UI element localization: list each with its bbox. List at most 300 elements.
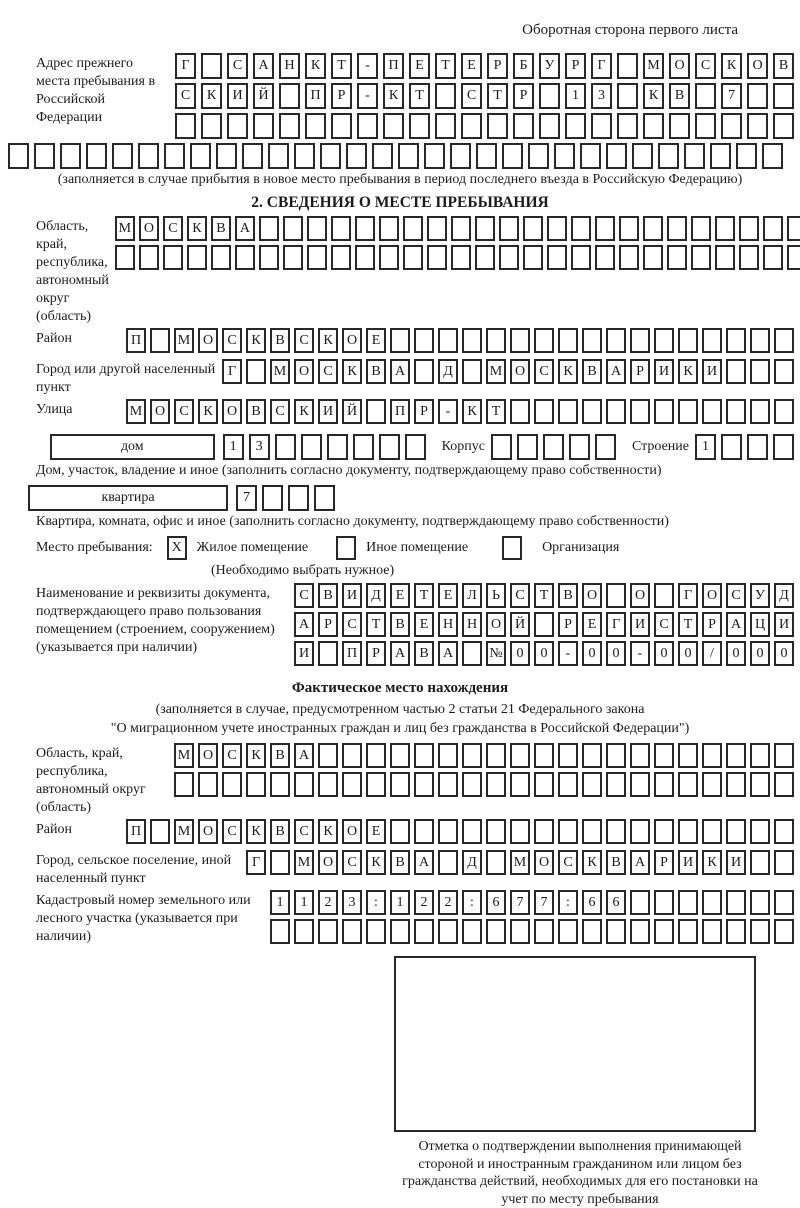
- char-cell: [617, 113, 638, 139]
- char-cell: Д: [462, 850, 482, 875]
- korpus-cells: [491, 434, 616, 460]
- char-cell: [187, 245, 207, 270]
- section2-title: 2. СВЕДЕНИЯ О МЕСТЕ ПРЕБЫВАНИЯ: [251, 194, 549, 211]
- char-cell: И: [227, 83, 248, 109]
- char-cell: [342, 919, 362, 944]
- char-cell: В: [270, 819, 290, 844]
- char-cell: О: [198, 328, 218, 353]
- char-cell: [539, 113, 560, 139]
- char-cell: 3: [342, 890, 362, 915]
- char-cell: [750, 919, 770, 944]
- char-cell: О: [342, 328, 362, 353]
- char-cell: С: [318, 359, 338, 384]
- char-cell: /: [702, 641, 722, 666]
- char-cell: [139, 245, 159, 270]
- char-cell: [486, 819, 506, 844]
- char-cell: [678, 890, 698, 915]
- char-cell: -: [438, 399, 458, 424]
- char-cell: М: [270, 359, 290, 384]
- street-label: Улица: [36, 402, 73, 417]
- char-cell: С: [294, 583, 314, 608]
- char-cell: И: [630, 612, 650, 637]
- checkbox-organization: [502, 536, 522, 560]
- char-cell: [669, 113, 690, 139]
- char-grid-row: [175, 113, 794, 139]
- char-cell: [259, 216, 279, 241]
- stamp-area: [394, 956, 766, 1208]
- char-cell: [606, 743, 626, 768]
- char-cell: С: [294, 328, 314, 353]
- char-cell: [305, 113, 326, 139]
- char-cell: [678, 919, 698, 944]
- char-cell: [427, 245, 447, 270]
- char-cell: Т: [414, 583, 434, 608]
- char-cell: 7: [534, 890, 554, 915]
- char-cell: [259, 245, 279, 270]
- char-cell: О: [198, 819, 218, 844]
- char-cell: [702, 743, 722, 768]
- char-cell: [774, 399, 794, 424]
- char-cell: [390, 743, 410, 768]
- char-cell: [702, 919, 722, 944]
- char-cell: О: [702, 583, 722, 608]
- char-grid-row: [174, 772, 794, 797]
- char-cell: [342, 772, 362, 797]
- char-cell: [138, 143, 159, 169]
- char-cell: [270, 850, 290, 875]
- char-cell: [695, 83, 716, 109]
- char-cell: С: [163, 216, 183, 241]
- char-cell: [510, 399, 530, 424]
- char-cell: А: [253, 53, 274, 79]
- char-cell: С: [726, 583, 746, 608]
- char-cell: Т: [331, 53, 352, 79]
- char-cell: К: [678, 359, 698, 384]
- field-region-actual: [6, 743, 794, 817]
- char-cell: [558, 399, 578, 424]
- char-cell: [617, 53, 638, 79]
- char-cell: [726, 328, 746, 353]
- char-cell: [773, 434, 794, 460]
- char-cell: [320, 143, 341, 169]
- char-cell: [528, 143, 549, 169]
- char-cell: [253, 113, 274, 139]
- char-cell: [279, 113, 300, 139]
- char-cell: [438, 819, 458, 844]
- char-cell: И: [774, 612, 794, 637]
- char-grid-row: [174, 743, 794, 768]
- char-cell: [275, 434, 296, 460]
- char-cell: О: [342, 819, 362, 844]
- char-cell: [510, 919, 530, 944]
- char-cell: [366, 743, 386, 768]
- char-cell: К: [294, 399, 314, 424]
- char-cell: [726, 919, 746, 944]
- char-cell: О: [222, 399, 242, 424]
- char-cell: [678, 328, 698, 353]
- char-cell: К: [246, 819, 266, 844]
- char-cell: А: [390, 641, 410, 666]
- char-cell: [750, 328, 770, 353]
- char-cell: [654, 919, 674, 944]
- city-actual-label: Город, сельское поселение, иной населенный пункт: [36, 853, 232, 886]
- char-cell: [558, 328, 578, 353]
- char-cell: [451, 245, 471, 270]
- char-cell: О: [486, 612, 506, 637]
- char-cell: [34, 143, 55, 169]
- char-cell: [582, 919, 602, 944]
- char-cell: У: [539, 53, 560, 79]
- char-cell: [414, 919, 434, 944]
- char-cell: М: [294, 850, 314, 875]
- char-cell: [294, 919, 314, 944]
- char-cell: В: [414, 641, 434, 666]
- char-cell: [435, 113, 456, 139]
- char-cell: [523, 216, 543, 241]
- char-cell: [643, 245, 663, 270]
- char-cell: Е: [409, 53, 430, 79]
- char-cell: [414, 819, 434, 844]
- char-cell: [606, 819, 626, 844]
- char-cell: 2: [318, 890, 338, 915]
- char-cell: К: [246, 743, 266, 768]
- char-grid-row: [222, 359, 794, 384]
- char-cell: В: [246, 399, 266, 424]
- char-cell: Р: [630, 359, 650, 384]
- char-cell: [379, 434, 400, 460]
- char-cell: [773, 83, 794, 109]
- char-cell: [582, 328, 602, 353]
- char-cell: [486, 919, 506, 944]
- char-cell: Т: [366, 612, 386, 637]
- char-grid-row: [246, 850, 794, 875]
- char-cell: [405, 434, 426, 460]
- char-cell: [654, 328, 674, 353]
- char-cell: [630, 399, 650, 424]
- char-cell: У: [750, 583, 770, 608]
- char-cell: С: [222, 328, 242, 353]
- char-cell: [595, 216, 615, 241]
- char-cell: [534, 612, 554, 637]
- char-cell: :: [462, 890, 482, 915]
- char-cell: С: [270, 399, 290, 424]
- char-cell: К: [201, 83, 222, 109]
- char-cell: 6: [606, 890, 626, 915]
- char-cell: П: [342, 641, 362, 666]
- char-cell: П: [126, 819, 146, 844]
- char-cell: [216, 143, 237, 169]
- char-cell: М: [115, 216, 135, 241]
- char-cell: Д: [366, 583, 386, 608]
- char-cell: [606, 143, 627, 169]
- char-cell: [534, 772, 554, 797]
- cadastre-label: Кадастровый номер земельного или лесного участка (указывается при наличии): [36, 893, 251, 944]
- char-cell: В: [270, 328, 290, 353]
- option-residential-label: Жилое помещение: [196, 540, 309, 555]
- char-cell: [450, 143, 471, 169]
- char-cell: Б: [513, 53, 534, 79]
- char-cell: [762, 143, 783, 169]
- prev-address-label: Адрес прежнего места пребывания в Российской Федерации: [36, 56, 156, 125]
- char-cell: С: [222, 819, 242, 844]
- char-cell: С: [461, 83, 482, 109]
- char-cell: [486, 743, 506, 768]
- stay-type-label: Место пребывания:: [36, 540, 153, 555]
- char-grid-row: [126, 399, 794, 424]
- char-cell: И: [294, 641, 314, 666]
- char-cell: [357, 113, 378, 139]
- stamp-box: [394, 956, 756, 1132]
- char-cell: М: [174, 328, 194, 353]
- char-cell: [569, 434, 590, 460]
- char-cell: [678, 772, 698, 797]
- char-cell: [630, 328, 650, 353]
- char-cell: [318, 743, 338, 768]
- char-cell: [774, 819, 794, 844]
- char-cell: [774, 359, 794, 384]
- char-cell: [164, 143, 185, 169]
- char-cell: [773, 113, 794, 139]
- char-cell: Е: [366, 819, 386, 844]
- char-cell: Р: [513, 83, 534, 109]
- char-cell: Т: [435, 53, 456, 79]
- char-cell: Ь: [486, 583, 506, 608]
- char-cell: М: [486, 359, 506, 384]
- char-cell: [462, 743, 482, 768]
- char-grid-row: [115, 245, 800, 270]
- char-cell: [283, 216, 303, 241]
- char-cell: Н: [279, 53, 300, 79]
- char-cell: 1: [695, 434, 716, 460]
- char-cell: [750, 772, 770, 797]
- char-cell: [534, 919, 554, 944]
- char-cell: В: [270, 743, 290, 768]
- char-cell: Р: [558, 612, 578, 637]
- char-cell: 6: [486, 890, 506, 915]
- char-cell: [750, 850, 770, 875]
- char-cell: Р: [414, 399, 434, 424]
- char-cell: [558, 919, 578, 944]
- house-box-text: дом: [120, 439, 144, 454]
- char-cell: П: [383, 53, 404, 79]
- char-cell: [246, 359, 266, 384]
- char-cell: [462, 359, 482, 384]
- char-cell: [510, 819, 530, 844]
- char-cell: [619, 245, 639, 270]
- char-cell: [222, 772, 242, 797]
- char-cell: О: [139, 216, 159, 241]
- char-cell: :: [366, 890, 386, 915]
- char-cell: [379, 245, 399, 270]
- char-cell: [554, 143, 575, 169]
- char-cell: 0: [606, 641, 626, 666]
- char-cell: [390, 919, 410, 944]
- char-cell: [702, 399, 722, 424]
- char-cell: [318, 641, 338, 666]
- char-cell: [534, 819, 554, 844]
- char-cell: [654, 890, 674, 915]
- char-cell: И: [726, 850, 746, 875]
- char-cell: [409, 113, 430, 139]
- char-cell: -: [357, 53, 378, 79]
- char-cell: 7: [721, 83, 742, 109]
- char-cell: [750, 399, 770, 424]
- char-cell: П: [305, 83, 326, 109]
- char-cell: [747, 434, 768, 460]
- char-cell: [726, 359, 746, 384]
- char-cell: [726, 772, 746, 797]
- region-grid: [115, 216, 800, 274]
- field-district-actual: [6, 819, 794, 848]
- char-cell: К: [187, 216, 207, 241]
- char-cell: [721, 113, 742, 139]
- char-cell: [499, 216, 519, 241]
- apartment-note: Квартира, комната, офис и иное (заполнить согласно документу, подтверждающему право собственности): [36, 514, 669, 529]
- checkbox-other-premise: [336, 536, 356, 560]
- char-cell: [383, 113, 404, 139]
- char-cell: [582, 772, 602, 797]
- char-cell: [486, 328, 506, 353]
- region-label: Область, край, республика, автономный округ (область): [36, 219, 109, 324]
- field-district: [6, 328, 794, 357]
- char-cell: [262, 485, 283, 511]
- char-cell: О: [534, 850, 554, 875]
- char-cell: [174, 772, 194, 797]
- char-cell: В: [318, 583, 338, 608]
- char-cell: [288, 485, 309, 511]
- char-cell: [654, 772, 674, 797]
- char-grid-row: [294, 583, 794, 608]
- char-cell: [211, 245, 231, 270]
- char-grid-row: [175, 53, 794, 79]
- char-cell: К: [366, 850, 386, 875]
- char-cell: [438, 743, 458, 768]
- char-cell: К: [198, 399, 218, 424]
- char-cell: В: [390, 850, 410, 875]
- char-cell: 0: [774, 641, 794, 666]
- house-line: [6, 434, 794, 460]
- char-cell: [702, 328, 722, 353]
- char-cell: [283, 245, 303, 270]
- char-cell: [268, 143, 289, 169]
- char-cell: [595, 434, 616, 460]
- char-cell: Р: [702, 612, 722, 637]
- char-cell: Д: [438, 359, 458, 384]
- char-cell: [342, 743, 362, 768]
- char-cell: Ц: [750, 612, 770, 637]
- char-cell: Г: [246, 850, 266, 875]
- char-cell: 3: [249, 434, 270, 460]
- char-cell: К: [721, 53, 742, 79]
- char-cell: [595, 245, 615, 270]
- char-cell: Р: [366, 641, 386, 666]
- page-side-note: Оборотная сторона первого листа: [522, 22, 738, 38]
- char-cell: 7: [236, 485, 257, 511]
- char-cell: К: [643, 83, 664, 109]
- char-cell: [510, 743, 530, 768]
- char-cell: А: [294, 743, 314, 768]
- char-cell: [462, 641, 482, 666]
- stamp-caption: Отметка о подтверждении выполнения принимающей стороной и иностранным гражданином или лицом без гражданства действий, необходимых для его постановки на учет по месту пребывания: [402, 1139, 758, 1207]
- char-cell: [270, 919, 290, 944]
- char-cell: [314, 485, 335, 511]
- char-cell: [702, 890, 722, 915]
- char-cell: [691, 245, 711, 270]
- char-cell: [346, 143, 367, 169]
- char-cell: [403, 216, 423, 241]
- char-cell: [414, 328, 434, 353]
- char-cell: А: [726, 612, 746, 637]
- char-cell: Г: [591, 53, 612, 79]
- char-cell: Е: [414, 612, 434, 637]
- char-cell: [390, 328, 410, 353]
- char-cell: [539, 83, 560, 109]
- char-cell: [774, 890, 794, 915]
- char-cell: М: [510, 850, 530, 875]
- char-cell: [517, 434, 538, 460]
- char-cell: С: [558, 850, 578, 875]
- char-cell: [491, 434, 512, 460]
- char-cell: 2: [414, 890, 434, 915]
- char-cell: [739, 216, 759, 241]
- char-cell: [750, 743, 770, 768]
- char-cell: Д: [774, 583, 794, 608]
- char-cell: А: [438, 641, 458, 666]
- char-cell: С: [534, 359, 554, 384]
- char-cell: [667, 216, 687, 241]
- char-cell: [438, 919, 458, 944]
- char-cell: [390, 772, 410, 797]
- char-cell: [499, 245, 519, 270]
- char-cell: [510, 328, 530, 353]
- char-cell: [726, 890, 746, 915]
- char-cell: [486, 772, 506, 797]
- char-cell: [571, 245, 591, 270]
- char-cell: [235, 245, 255, 270]
- char-cell: [487, 113, 508, 139]
- char-cell: [774, 772, 794, 797]
- char-cell: [739, 245, 759, 270]
- char-cell: [763, 216, 783, 241]
- stay-type-line: [6, 536, 794, 560]
- char-cell: [632, 143, 653, 169]
- stay-type-note: (Необходимо выбрать нужное): [211, 563, 395, 578]
- char-cell: Р: [487, 53, 508, 79]
- char-cell: 6: [582, 890, 602, 915]
- char-cell: Т: [678, 612, 698, 637]
- field-city-actual: [6, 850, 794, 888]
- char-cell: [427, 216, 447, 241]
- char-cell: [86, 143, 107, 169]
- apartment-box-text: квартира: [101, 490, 155, 505]
- char-cell: А: [414, 850, 434, 875]
- char-cell: И: [342, 583, 362, 608]
- char-cell: Р: [565, 53, 586, 79]
- char-cell: Е: [582, 612, 602, 637]
- char-cell: [684, 143, 705, 169]
- char-cell: [366, 399, 386, 424]
- cadastre-grid: [270, 890, 794, 948]
- apartment-cells: [236, 485, 335, 511]
- char-cell: №: [486, 641, 506, 666]
- char-cell: [710, 143, 731, 169]
- char-cell: [534, 743, 554, 768]
- char-grid-row: [270, 919, 794, 944]
- char-cell: М: [174, 743, 194, 768]
- district-actual-label: Район: [36, 822, 72, 837]
- char-cell: [461, 113, 482, 139]
- char-cell: [736, 143, 757, 169]
